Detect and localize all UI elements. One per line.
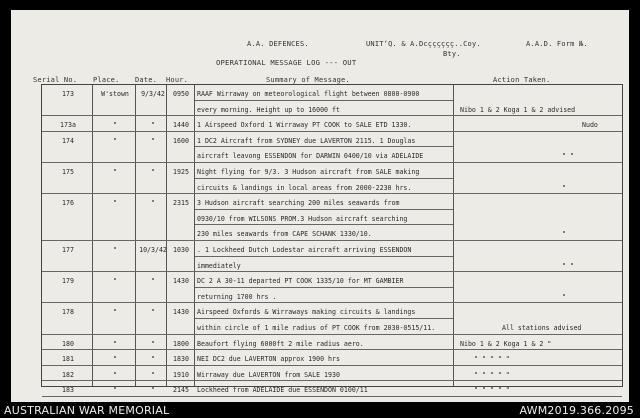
row-hour: 0950: [173, 90, 189, 98]
row-date: ": [151, 370, 155, 379]
row-hour: 2315: [173, 199, 189, 208]
row-divider: [42, 334, 195, 335]
summary-rule: [195, 115, 453, 116]
row-summary-line: 1 DC2 Aircraft from SYDNEY due LAVERTON 2115. 1 Douglas: [197, 136, 416, 145]
row-summary-line: Wirraway due LAVERTON from SALE 1930: [197, 370, 340, 379]
summary-rule: [195, 209, 453, 210]
col-header-summary: Summary of Message.: [266, 76, 350, 84]
summary-rule: [195, 162, 453, 163]
row-divider: [42, 302, 195, 303]
row-summary-line: circuits & landings in local areas from 2000-2230 hrs.: [197, 183, 412, 192]
row-date: ": [151, 277, 155, 286]
unit-label-line2: Bty.: [443, 50, 461, 58]
row-hour: 1910: [173, 370, 189, 379]
row-serial: 173: [62, 90, 74, 98]
row-place: ": [113, 199, 117, 208]
row-action: " " " " ": [474, 355, 510, 364]
row-divider: [453, 380, 622, 381]
row-serial: 177: [62, 246, 74, 254]
footer-institution: AUSTRALIAN WAR MEMORIAL: [4, 404, 170, 417]
row-summary-line: RAAF Wirraway on meteorological flight between 0800-0900: [197, 90, 420, 98]
row-place: ": [113, 386, 117, 395]
row-date: ": [151, 339, 155, 348]
col-header-place: Place.: [93, 76, 120, 84]
row-divider: [453, 240, 622, 241]
summary-rule: [195, 193, 453, 194]
log-sheet: [11, 10, 629, 402]
row-summary-line: aircraft leavong ESSENDON for DARWIN 0400/10 via ADELAIDE: [197, 152, 424, 161]
form-number: A.A.D. Form №.: [526, 40, 588, 48]
row-summary-line: every morning. Height up to 16000 ft: [197, 105, 340, 114]
row-serial: 176: [62, 199, 74, 208]
row-place: W'stown: [101, 90, 129, 98]
summary-rule: [195, 146, 453, 147]
row-action: Nudo: [582, 121, 598, 130]
row-hour: 2145: [173, 386, 189, 395]
summary-rule: [195, 396, 453, 397]
row-action: " " " " ": [474, 386, 510, 395]
footer-accession: AWM2019.366.2095: [519, 404, 634, 417]
unit-label: UNIT‘Q. & A.Dcçççççç..Coy.: [366, 40, 481, 48]
row-date: 10/3/42: [139, 246, 167, 254]
row-place: ": [113, 355, 117, 364]
col-header-hour: Hour.: [166, 76, 189, 84]
row-divider: [453, 271, 622, 272]
row-place: ": [113, 121, 117, 130]
summary-rule: [195, 318, 453, 319]
row-place: ": [113, 277, 117, 286]
summary-rule: [195, 271, 453, 272]
row-summary-line: 0930/10 from WILSONS PROM.3 Hudson aircraft searching: [197, 214, 408, 223]
row-summary-line: within circle of 1 mile radius of PT COOK from 2030-0515/11.: [197, 324, 436, 332]
row-divider: [42, 271, 195, 272]
summary-rule: [195, 131, 453, 132]
row-action: " ": [562, 261, 574, 270]
row-summary-line: Beaufort flying 6000ft 2 mile radius aero.: [197, 339, 364, 348]
summary-rule: [195, 334, 453, 335]
row-divider: [42, 240, 195, 241]
row-divider: [453, 131, 622, 132]
row-action: " " " " ": [474, 370, 510, 379]
row-hour: 1925: [173, 168, 189, 176]
row-serial: 183: [62, 386, 74, 395]
row-place: ": [113, 308, 117, 317]
row-hour: 1830: [173, 355, 189, 364]
summary-rule: [195, 380, 453, 381]
row-action: Nibo 1 & 2 Koga 1 & 2 advised: [460, 105, 576, 114]
row-divider: [42, 131, 195, 132]
row-hour: 1430: [173, 277, 189, 286]
log-title: OPERATIONAL MESSAGE LOG --- OUT: [216, 58, 357, 67]
row-hour: 1030: [173, 246, 189, 254]
row-serial: 173a: [60, 121, 76, 130]
row-summary-line: 1 Airspeed Oxford 1 Wirraway PT COOK to SALE ETD 1330.: [197, 121, 412, 130]
col-header-serial: Serial No.: [33, 76, 78, 84]
summary-rule: [195, 100, 453, 101]
row-action: ": [562, 230, 566, 239]
row-hour: 1430: [173, 308, 189, 317]
row-divider: [453, 302, 622, 303]
row-place: ": [113, 246, 117, 254]
row-divider: [453, 365, 622, 366]
row-date: ": [151, 136, 155, 145]
summary-rule: [195, 224, 453, 225]
row-summary-line: Airspeed Oxfords & Wirraways making circuits & landings: [197, 308, 416, 317]
row-divider: [42, 365, 195, 366]
row-serial: 179: [62, 277, 74, 286]
row-serial: 175: [62, 168, 74, 176]
summary-rule: [195, 256, 453, 257]
row-serial: 180: [62, 339, 74, 348]
row-divider: [453, 396, 622, 397]
row-divider: [42, 115, 195, 116]
row-action: " ": [562, 152, 574, 161]
row-place: ": [113, 370, 117, 379]
summary-rule: [195, 302, 453, 303]
row-serial: 178: [62, 308, 74, 317]
row-summary-line: 3 Hudson aircraft searching 200 miles seawards from: [197, 199, 400, 208]
row-divider: [453, 334, 622, 335]
col-header-action: Action Taken.: [493, 76, 551, 84]
row-divider: [453, 349, 622, 350]
row-serial: 182: [62, 370, 74, 379]
row-date: ": [151, 121, 155, 130]
row-place: ": [113, 339, 117, 348]
row-date: ": [151, 355, 155, 364]
row-divider: [42, 193, 195, 194]
row-date: ": [151, 168, 155, 176]
summary-rule: [195, 178, 453, 179]
row-summary-line: Night flying for 9/3. 3 Hudson aircraft from SALE making: [197, 168, 420, 176]
row-date: ": [151, 386, 155, 395]
row-divider: [453, 162, 622, 163]
row-action: ": [562, 183, 566, 192]
row-divider: [453, 193, 622, 194]
row-serial: 174: [62, 136, 74, 145]
row-action: All stations advised: [502, 324, 582, 332]
row-date: ": [151, 308, 155, 317]
row-place: ": [113, 136, 117, 145]
summary-rule: [195, 287, 453, 288]
row-hour: 1800: [173, 339, 189, 348]
row-summary-line: returning 1700 hrs .: [197, 292, 277, 301]
summary-rule: [195, 365, 453, 366]
summary-rule: [195, 240, 453, 241]
row-date: ": [151, 199, 155, 208]
row-place: ": [113, 168, 117, 176]
row-action: Nibo 1 & 2 Koga 1 & 2 ": [460, 339, 552, 348]
row-divider: [42, 349, 195, 350]
row-hour: 1600: [173, 136, 189, 145]
message-log-table: [41, 84, 623, 395]
row-summary-line: . 1 Lockheed Dutch Lodestar aircraft arriving ESSENDON: [197, 246, 412, 254]
row-summary-line: immediately: [197, 261, 241, 270]
row-divider: [42, 396, 195, 397]
summary-rule: [195, 349, 453, 350]
row-summary-line: Lockheed from ADELAIDE due ESSENDON 0100/11: [197, 386, 368, 395]
row-action: ": [562, 292, 566, 301]
row-summary-line: NEI DC2 due LAVERTON approx 1900 hrs: [197, 355, 340, 364]
row-divider: [42, 380, 195, 381]
col-header-date: Date.: [135, 76, 158, 84]
row-hour: 1440: [173, 121, 189, 130]
sheet-title: A.A. DEFENCES.: [247, 40, 309, 48]
row-summary-line: DC 2 A 30-11 departed PT COOK 1335/10 for MT GAMBIER: [197, 277, 404, 286]
row-summary-line: 230 miles seawards from CAPE SCHANK 1330/10.: [197, 230, 372, 239]
row-divider: [42, 162, 195, 163]
row-divider: [453, 115, 622, 116]
row-serial: 181: [62, 355, 74, 364]
row-date: 9/3/42: [141, 90, 165, 98]
